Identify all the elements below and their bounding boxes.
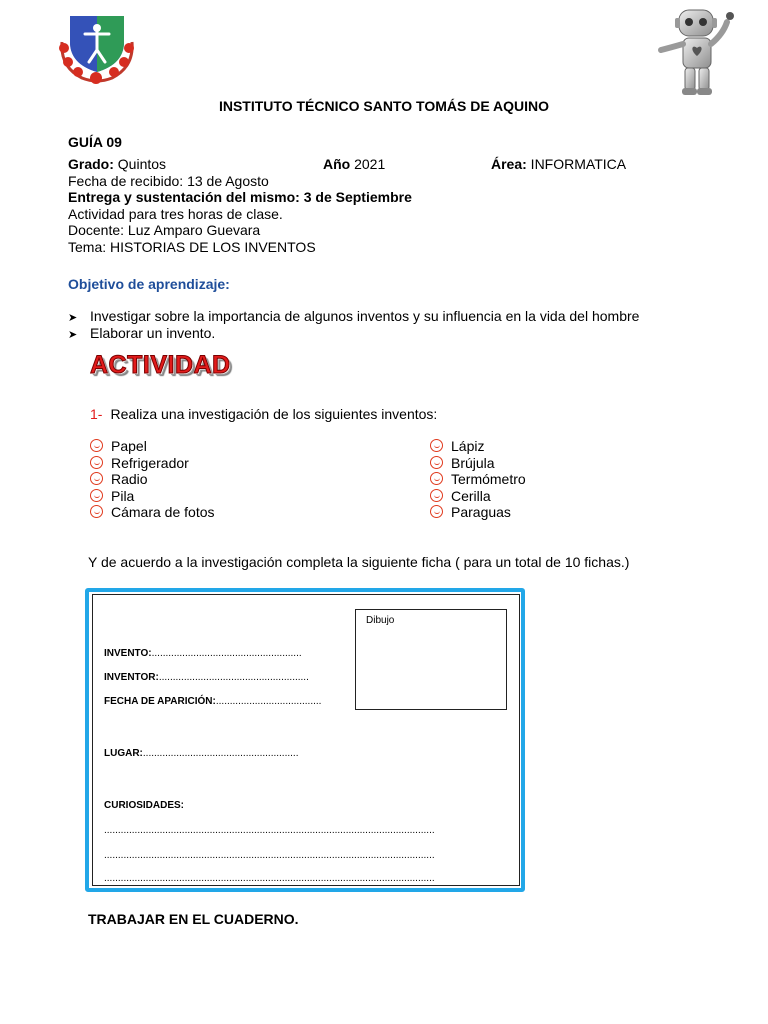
teacher-name: Docente: Luz Amparo Guevara bbox=[68, 222, 261, 238]
arrowhead-bullet-icon: ➤ bbox=[68, 329, 78, 341]
invention-name: Paraguas bbox=[451, 504, 511, 520]
institution-title: INSTITUTO TÉCNICO SANTO TOMÁS DE AQUINO bbox=[218, 98, 550, 114]
invention-name: Pila bbox=[111, 487, 135, 504]
smiley-bullet-icon bbox=[90, 456, 103, 469]
invento-label: INVENTO: bbox=[104, 648, 152, 659]
list-item bbox=[430, 471, 526, 487]
curiosidades-label: CURIOSIDADES: bbox=[104, 800, 185, 811]
area-value: INFORMATICA bbox=[526, 156, 627, 172]
question-text: Realiza una investigación de los siguientes inventos: bbox=[110, 406, 438, 422]
list-item bbox=[90, 488, 134, 504]
objective-item bbox=[68, 308, 639, 324]
inventor-field bbox=[104, 672, 309, 683]
smiley-bullet-icon bbox=[90, 489, 103, 502]
grade-value: Quintos bbox=[113, 156, 167, 172]
objective-item bbox=[68, 325, 215, 341]
objective-text: Elaborar un invento. bbox=[90, 325, 216, 341]
robot-mascot bbox=[655, 4, 739, 98]
grade-label: Grado: bbox=[68, 156, 114, 172]
year-value: 2021 bbox=[350, 156, 386, 172]
list-item bbox=[90, 504, 215, 520]
invention-name: Cerilla bbox=[451, 487, 491, 504]
list-item bbox=[430, 504, 511, 520]
delivery-date: Entrega y sustentación del mismo: 3 de Septiembre bbox=[68, 189, 412, 205]
smiley-bullet-icon bbox=[430, 472, 443, 485]
guide-number: GUÍA 09 bbox=[68, 134, 122, 150]
list-item bbox=[430, 455, 495, 471]
inventor-dots: ...................................................... bbox=[158, 672, 309, 683]
lugar-label: LUGAR: bbox=[104, 748, 143, 759]
drawing-label: Dibujo bbox=[366, 615, 395, 626]
list-item bbox=[430, 488, 491, 504]
received-date: Fecha de recibido: 13 de Agosto bbox=[68, 172, 269, 189]
inventor-label: INVENTOR: bbox=[104, 672, 159, 683]
objective-heading: Objetivo de aprendizaje: bbox=[68, 276, 230, 292]
invention-name: Refrigerador bbox=[111, 454, 189, 471]
smiley-bullet-icon bbox=[430, 505, 443, 518]
lugar-dots: ........................................................ bbox=[142, 748, 299, 759]
year-line bbox=[323, 156, 385, 173]
curiosidades-field bbox=[104, 800, 184, 811]
smiley-bullet-icon bbox=[430, 456, 443, 469]
activity-duration: Actividad para tres horas de clase. bbox=[68, 205, 283, 222]
list-item bbox=[90, 471, 148, 487]
lugar-field bbox=[104, 748, 298, 759]
arrowhead-bullet-icon: ➤ bbox=[68, 312, 78, 324]
invention-name: Radio bbox=[111, 471, 148, 487]
question-1 bbox=[90, 406, 437, 422]
smiley-bullet-icon bbox=[430, 489, 443, 502]
curiosidades-line: ....................................................................................................................... bbox=[104, 825, 435, 836]
fecha-field bbox=[104, 696, 321, 707]
invento-field bbox=[104, 648, 302, 659]
topic: Tema: HISTORIAS DE LOS INVENTOS bbox=[68, 238, 316, 255]
invention-name: Lápiz bbox=[451, 438, 485, 454]
grade-line bbox=[68, 156, 166, 173]
smiley-bullet-icon bbox=[430, 439, 443, 452]
list-item bbox=[90, 455, 189, 471]
list-item bbox=[430, 438, 484, 454]
work-in-notebook-note: TRABAJAR EN EL CUADERNO. bbox=[88, 911, 299, 927]
list-item bbox=[90, 438, 147, 454]
invention-name: Cámara de fotos bbox=[111, 504, 215, 520]
school-crest-logo bbox=[52, 12, 142, 86]
invention-name: Brújula bbox=[451, 454, 495, 471]
fecha-label: FECHA DE APARICIÓN: bbox=[104, 696, 216, 707]
fecha-dots: ...................................... bbox=[215, 696, 322, 707]
year-label: Año bbox=[323, 156, 351, 172]
area-line bbox=[491, 156, 626, 173]
curiosidades-line: ....................................................................................................................... bbox=[104, 850, 435, 861]
curiosidades-line: ....................................................................................................................... bbox=[104, 873, 435, 884]
invento-dots: ...................................................... bbox=[151, 648, 302, 659]
ficha-instruction: Y de acuerdo a la investigación completa la siguiente ficha ( para un total de 10 fichas.) bbox=[88, 554, 630, 570]
area-label: Área: bbox=[491, 156, 527, 172]
question-number: 1- bbox=[90, 406, 103, 422]
activity-banner: ACTIVIDAD bbox=[90, 351, 231, 379]
smiley-bullet-icon bbox=[90, 505, 103, 518]
smiley-bullet-icon bbox=[90, 439, 103, 452]
smiley-bullet-icon bbox=[90, 472, 103, 485]
invention-name: Papel bbox=[111, 438, 147, 454]
invention-name: Termómetro bbox=[451, 471, 526, 487]
objective-text: Investigar sobre la importancia de algunos inventos y su influencia en la vida del hombre bbox=[90, 308, 640, 324]
